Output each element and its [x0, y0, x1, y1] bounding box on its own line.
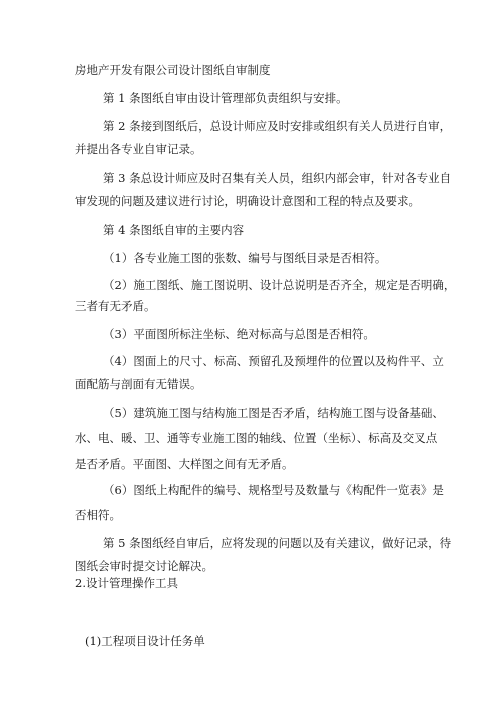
- article-2-line-2: 并提出各专业自审记录。: [75, 142, 202, 156]
- item-5-line-3: 是否矛盾。平面图、大样图之间有无矛盾。: [75, 457, 294, 471]
- article-5-line-2: 图纸会审时提交讨论解决。: [75, 559, 213, 573]
- item-6-line-2: 否相符。: [75, 508, 121, 522]
- item-2-line-2: 三者有无矛盾。: [75, 299, 156, 313]
- document-title: 房地产开发有限公司设计图纸自审制度: [75, 63, 271, 77]
- article-3-line-1: 第 3 条总设计师应及时召集有关人员，组织内部会审，针对各专业自: [103, 171, 452, 185]
- article-2-line-1: 第 2 条接到图纸后，总设计师应及时安排或组织有关人员进行自审，: [103, 119, 452, 133]
- item-1-line-1: （1）各专业施工图的张数、编号与图纸目录是否相符。: [103, 251, 387, 265]
- item-5-line-1: （5）建筑施工图与结构施工图是否矛盾，结构施工图与设备基础、: [103, 406, 444, 420]
- item-4-line-1: （4）图面上的尺寸、标高、预留孔及预埋件的位置以及构件平、立: [103, 354, 444, 368]
- article-4-heading: 第 4 条图纸自审的主要内容: [103, 223, 245, 237]
- article-5-line-1: 第 5 条图纸经自审后，应将发现的问题以及有关建议，做好记录，待: [103, 536, 452, 550]
- item-4-line-2: 面配筋与剖面有无错误。: [75, 377, 202, 391]
- item-5-line-2: 水、电、暖、卫、通等专业施工图的轴线、位置（坐标）、标高及交叉点: [75, 431, 438, 445]
- item-3-line-1: （3）平面图所标注坐标、绝对标高与总图是否相符。: [103, 327, 375, 341]
- section-heading: 2.设计管理操作工具: [75, 576, 178, 590]
- article-1-line-1: 第 1 条图纸自审由设计管理部负责组织与安排。: [103, 91, 348, 105]
- item-2-line-1: （2）施工图纸、施工图说明、设计总说明是否齐全，规定是否明确，: [103, 278, 456, 292]
- subsection-heading: (1)工程项目设计任务单: [85, 634, 205, 648]
- item-6-line-1: （6）图纸上构配件的编号、规格型号及数量与《构配件一览表》是: [103, 483, 444, 497]
- article-3-line-2: 审发现的问题及建议进行讨论，明确设计意图和工程的特点及要求。: [75, 194, 420, 208]
